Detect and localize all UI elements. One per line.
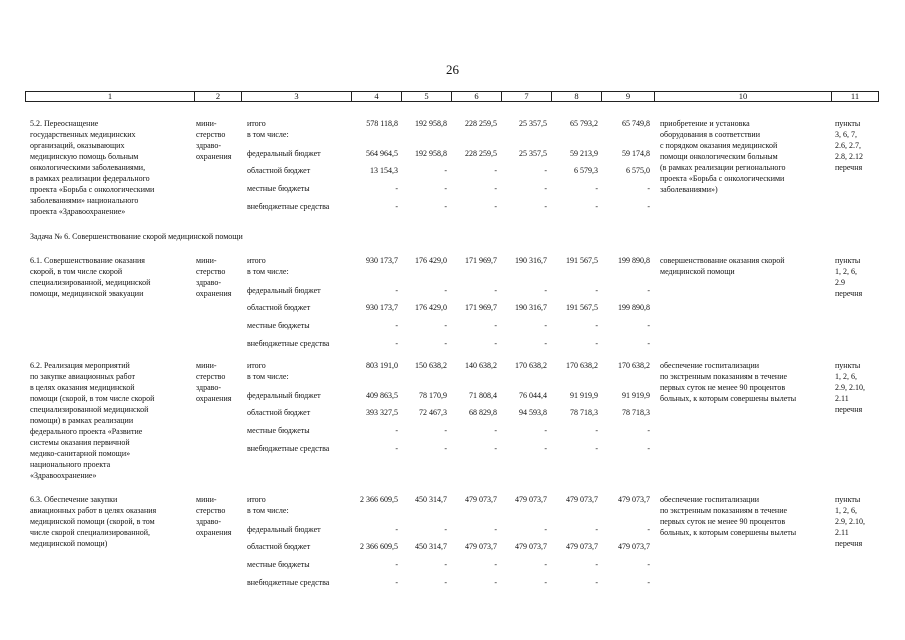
- funding-source: областной бюджет: [247, 166, 311, 175]
- indicator-items: пункты 1, 2, 6, 2.9, 2.10, 2.11 перечня: [835, 361, 865, 414]
- expected-result: совершенствование оказания скорой медицинской помощи: [660, 256, 785, 276]
- funding-value: -: [544, 426, 547, 435]
- funding-source: итого в том числе:: [247, 361, 289, 381]
- funding-value: 228 259,5: [465, 149, 497, 158]
- funding-value: -: [444, 560, 447, 569]
- executor: мини- стерство здраво- охранения: [196, 119, 232, 161]
- funding-value: 479 073,7: [618, 495, 650, 504]
- measure-name: 6.2. Реализация мероприятий по закупке авиационных работ в целях оказания медицинской помощи (скорой, в том числе скорой специализированной медицинской помощи) в рамках реализации федерального проекта «Развитие системы оказания первичной медико-санитарной помощи» национального проекта «Здравоохранение»: [30, 361, 155, 480]
- expected-result: обеспечение госпитализации по экстренным показаниям в течение первых суток не менее 90 процентов больных, к которым совершены вылеты: [660, 361, 797, 403]
- funding-source: итого в том числе:: [247, 119, 289, 139]
- funding-value: -: [395, 184, 398, 193]
- funding-value: -: [544, 321, 547, 330]
- funding-source: областной бюджет: [247, 303, 311, 312]
- header-col-2: 2: [194, 92, 241, 101]
- funding-value: 199 890,8: [618, 256, 650, 265]
- funding-value: -: [544, 166, 547, 175]
- executor: мини- стерство здраво- охранения: [196, 495, 232, 537]
- funding-value: 71 808,4: [469, 391, 497, 400]
- funding-value: -: [647, 560, 650, 569]
- indicator-items: пункты 3, 6, 7, 2.6, 2.7, 2.8, 2.12 перечня: [835, 119, 863, 172]
- funding-value: -: [395, 202, 398, 211]
- executor: мини- стерство здраво- охранения: [196, 361, 232, 403]
- funding-source: внебюджетные средства: [247, 202, 330, 211]
- page-number: 26: [446, 62, 459, 77]
- funding-value: -: [647, 578, 650, 587]
- header-col-8: 8: [551, 92, 601, 101]
- funding-value: -: [395, 560, 398, 569]
- funding-value: -: [544, 578, 547, 587]
- funding-source: областной бюджет: [247, 408, 311, 417]
- funding-value: 59 174,8: [622, 149, 650, 158]
- funding-value: -: [395, 578, 398, 587]
- funding-value: -: [444, 286, 447, 295]
- funding-value: 6 579,3: [574, 166, 598, 175]
- funding-value: -: [595, 321, 598, 330]
- indicator-items: пункты 1, 2, 6, 2.9 перечня: [835, 256, 863, 298]
- funding-value: -: [494, 525, 497, 534]
- expected-result: обеспечение госпитализации по экстренным показаниям в течение первых суток не менее 90 процентов больных, к которым совершены вылеты: [660, 495, 797, 537]
- header-col-9: 9: [601, 92, 654, 101]
- funding-value: 78 718,3: [570, 408, 598, 417]
- funding-source: итого в том числе:: [247, 256, 289, 276]
- funding-value: -: [444, 444, 447, 453]
- funding-value: -: [595, 444, 598, 453]
- funding-value: 190 316,7: [515, 303, 547, 312]
- funding-value: -: [444, 184, 447, 193]
- funding-value: 68 829,8: [469, 408, 497, 417]
- funding-value: 192 958,8: [415, 119, 447, 128]
- funding-value: 228 259,5: [465, 119, 497, 128]
- funding-value: 930 173,7: [366, 256, 398, 265]
- measure-name: 6.1. Совершенствование оказания скорой, в том числе скорой специализированной, медицинской помощи, медицинской эвакуации: [30, 256, 151, 298]
- header-col-11: 11: [831, 92, 878, 101]
- funding-value: 450 314,7: [415, 495, 447, 504]
- funding-value: -: [647, 339, 650, 348]
- funding-value: -: [647, 286, 650, 295]
- funding-source: федеральный бюджет: [247, 391, 321, 400]
- funding-value: -: [444, 202, 447, 211]
- funding-value: 192 958,8: [415, 149, 447, 158]
- funding-value: 2 366 609,5: [360, 495, 398, 504]
- funding-source: местные бюджеты: [247, 321, 310, 330]
- funding-source: федеральный бюджет: [247, 149, 321, 158]
- funding-value: -: [544, 444, 547, 453]
- funding-value: -: [444, 166, 447, 175]
- funding-value: -: [595, 578, 598, 587]
- funding-value: -: [395, 286, 398, 295]
- funding-value: 150 638,2: [415, 361, 447, 370]
- funding-value: 25 357,5: [519, 119, 547, 128]
- funding-value: -: [444, 525, 447, 534]
- funding-value: -: [544, 525, 547, 534]
- funding-source: федеральный бюджет: [247, 286, 321, 295]
- funding-value: -: [395, 339, 398, 348]
- funding-value: -: [647, 202, 650, 211]
- header-col-3: 3: [241, 92, 351, 101]
- funding-value: -: [444, 426, 447, 435]
- funding-value: 479 073,7: [515, 542, 547, 551]
- funding-value: 140 638,2: [465, 361, 497, 370]
- measure-name: 5.2. Переоснащение государственных медицинских организаций, оказывающих медицинскую помощь больным онкологическими заболеваниями, в рамках реализации федерального проекта «Борьба с онкологическими заболеваниями» национального проекта «Здравоохранение»: [30, 119, 155, 216]
- funding-value: -: [494, 166, 497, 175]
- header-col-1: 1: [107, 91, 113, 101]
- funding-value: 191 567,5: [566, 303, 598, 312]
- funding-value: -: [647, 426, 650, 435]
- funding-value: -: [494, 560, 497, 569]
- indicator-items: пункты 1, 2, 6, 2.9, 2.10, 2.11 перечня: [835, 495, 865, 548]
- funding-value: -: [595, 286, 598, 295]
- funding-value: -: [444, 339, 447, 348]
- funding-value: 25 357,5: [519, 149, 547, 158]
- header-col-4: 4: [351, 92, 401, 101]
- funding-value: 13 154,3: [370, 166, 398, 175]
- funding-value: -: [544, 202, 547, 211]
- funding-value: 72 467,3: [419, 408, 447, 417]
- funding-value: 171 969,7: [465, 303, 497, 312]
- funding-value: -: [544, 339, 547, 348]
- funding-value: -: [395, 525, 398, 534]
- funding-source: внебюджетные средства: [247, 444, 330, 453]
- funding-value: 479 073,7: [465, 542, 497, 551]
- funding-value: 199 890,8: [618, 303, 650, 312]
- funding-value: 6 575,0: [626, 166, 650, 175]
- funding-source: внебюджетные средства: [247, 339, 330, 348]
- funding-source: местные бюджеты: [247, 560, 310, 569]
- funding-value: -: [494, 578, 497, 587]
- header-col-6: 6: [451, 92, 501, 101]
- funding-value: 78 718,3: [622, 408, 650, 417]
- funding-value: 479 073,7: [566, 495, 598, 504]
- funding-value: 450 314,7: [415, 542, 447, 551]
- funding-value: -: [595, 525, 598, 534]
- funding-value: 930 173,7: [366, 303, 398, 312]
- funding-value: -: [395, 444, 398, 453]
- funding-value: 65 793,2: [570, 119, 598, 128]
- funding-value: 176 429,0: [415, 256, 447, 265]
- funding-value: -: [494, 321, 497, 330]
- funding-source: внебюджетные средства: [247, 578, 330, 587]
- funding-value: -: [595, 184, 598, 193]
- funding-value: 65 749,8: [622, 119, 650, 128]
- header-col-10: 10: [654, 92, 831, 101]
- funding-value: 171 969,7: [465, 256, 497, 265]
- funding-value: 190 316,7: [515, 256, 547, 265]
- funding-value: -: [647, 184, 650, 193]
- funding-value: -: [595, 339, 598, 348]
- funding-value: -: [494, 286, 497, 295]
- funding-value: -: [494, 184, 497, 193]
- funding-value: 176 429,0: [415, 303, 447, 312]
- funding-value: -: [395, 321, 398, 330]
- funding-value: 94 593,8: [519, 408, 547, 417]
- funding-value: -: [544, 286, 547, 295]
- funding-value: 803 191,0: [366, 361, 398, 370]
- funding-value: 409 863,5: [366, 391, 398, 400]
- funding-value: 191 567,5: [566, 256, 598, 265]
- funding-source: итого в том числе:: [247, 495, 289, 515]
- funding-value: 170 638,2: [618, 361, 650, 370]
- funding-source: федеральный бюджет: [247, 525, 321, 534]
- funding-value: -: [494, 202, 497, 211]
- task-heading: Задача № 6. Совершенствование скорой медицинской помощи: [30, 232, 243, 241]
- funding-value: -: [444, 578, 447, 587]
- measure-name: 6.3. Обеспечение закупки авиационных работ в целях оказания медицинской помощи (скорой, в том числе скорой специализированной, медицинской помощи): [30, 495, 157, 548]
- funding-value: -: [544, 184, 547, 193]
- funding-value: 479 073,7: [618, 542, 650, 551]
- funding-value: 578 118,8: [366, 119, 398, 128]
- funding-value: 564 964,5: [366, 149, 398, 158]
- table-header: [25, 91, 879, 102]
- funding-value: 170 638,2: [515, 361, 547, 370]
- funding-value: -: [647, 525, 650, 534]
- funding-value: 170 638,2: [566, 361, 598, 370]
- header-col-5: 5: [401, 92, 451, 101]
- funding-value: -: [494, 444, 497, 453]
- funding-value: -: [595, 560, 598, 569]
- funding-value: -: [444, 321, 447, 330]
- funding-value: -: [494, 426, 497, 435]
- funding-value: 2 366 609,5: [360, 542, 398, 551]
- funding-value: 479 073,7: [515, 495, 547, 504]
- funding-value: 91 919,9: [570, 391, 598, 400]
- funding-value: -: [595, 426, 598, 435]
- executor: мини- стерство здраво- охранения: [196, 256, 232, 298]
- funding-value: -: [494, 339, 497, 348]
- funding-value: -: [544, 560, 547, 569]
- funding-source: местные бюджеты: [247, 426, 310, 435]
- expected-result: приобретение и установка оборудования в соответствии с порядком оказания медицинской помощи онкологическим больным (в рамках реализации регионального проекта «Борьба с онкологическими заболеваниями»): [660, 119, 786, 194]
- funding-value: 78 170,9: [419, 391, 447, 400]
- funding-value: -: [647, 444, 650, 453]
- funding-source: местные бюджеты: [247, 184, 310, 193]
- funding-value: 91 919,9: [622, 391, 650, 400]
- funding-value: 59 213,9: [570, 149, 598, 158]
- funding-value: -: [647, 321, 650, 330]
- funding-value: -: [595, 202, 598, 211]
- funding-source: областной бюджет: [247, 542, 311, 551]
- funding-value: 76 044,4: [519, 391, 547, 400]
- funding-value: 393 327,5: [366, 408, 398, 417]
- header-col-7: 7: [501, 92, 551, 101]
- funding-value: 479 073,7: [566, 542, 598, 551]
- funding-value: 479 073,7: [465, 495, 497, 504]
- funding-value: -: [395, 426, 398, 435]
